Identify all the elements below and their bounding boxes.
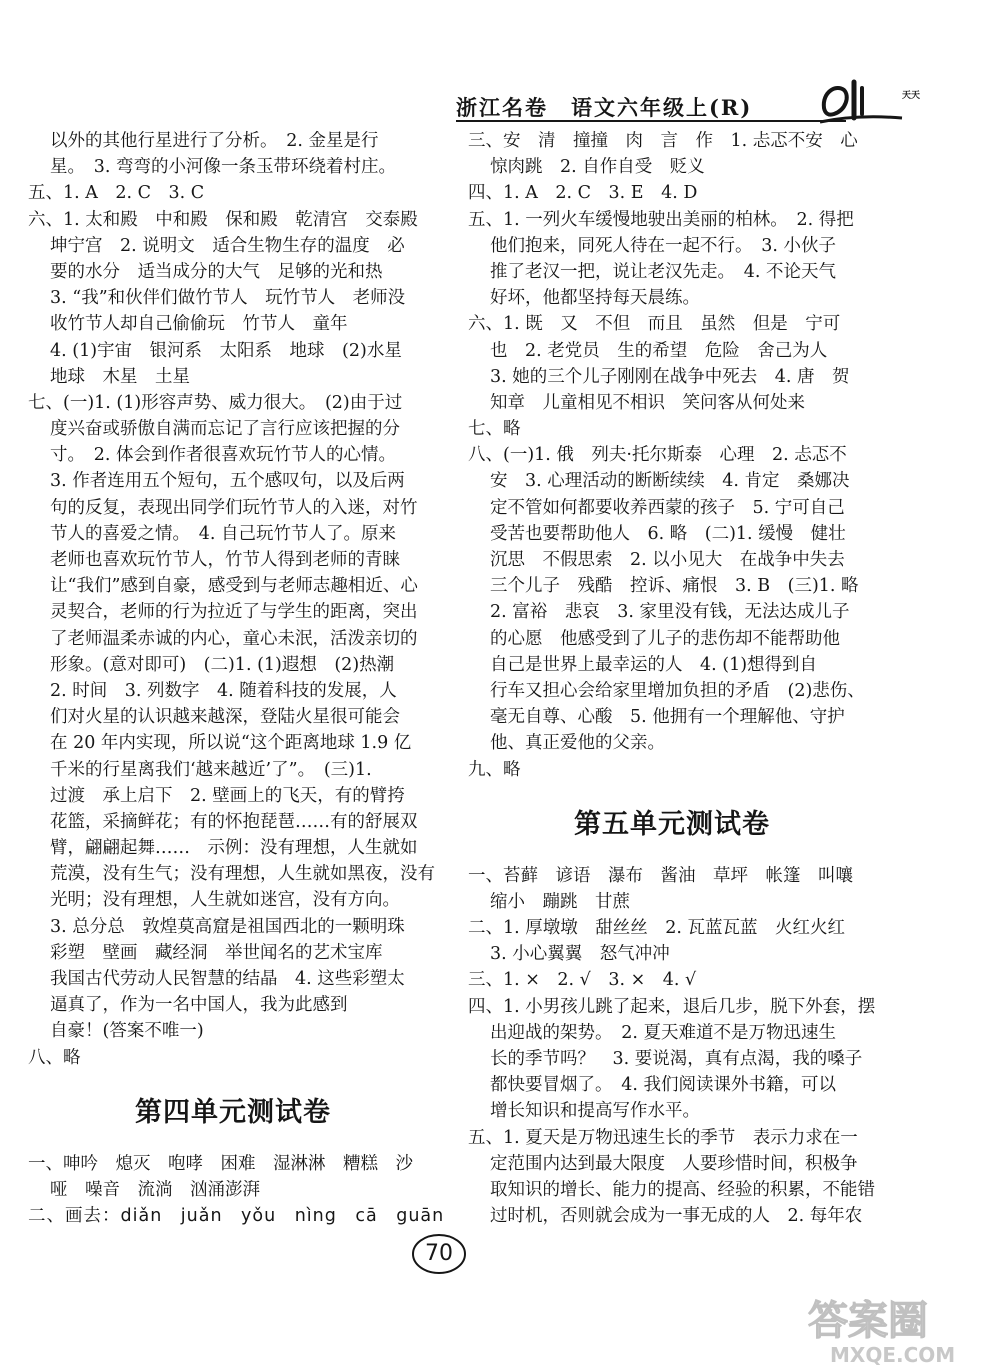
watermark-logo [800, 1290, 990, 1368]
publisher-logo [818, 78, 928, 130]
watermark-text: 答案圈 [808, 1298, 928, 1344]
watermark-url: MXQE.COM [830, 1343, 956, 1367]
logo-text: 天天 [902, 91, 921, 101]
answer-line: 我国古代劳动人民智慧的结晶 4. 这些彩塑太 [50, 969, 405, 989]
answer-line: 花篮，采摘鲜花；有的怀抱琵琶……有的舒展双 [50, 811, 418, 832]
answer-line: 他们抱来，同死人待在一起不行。 3. 小伙子 [490, 235, 837, 256]
answer-line: 3. 她的三个儿子刚刚在战争中死去 4. 唐 贺 [490, 366, 850, 387]
answer-line: 逼真了，作为一名中国人，我为此感到 [50, 995, 348, 1016]
answer-line: 九、略 [468, 759, 521, 780]
answer-line: 灵契合，老师的行为拉近了与学生的距离，突出 [50, 602, 418, 623]
answer-line: 都快要冒烟了。 4. 我们阅读课外书籍，可以 [490, 1075, 837, 1096]
answer-line: 收竹节人却自己偷偷玩 竹节人 童年 [50, 314, 348, 335]
pinyin-answer-line: 二、画去：diǎn juǎn yǒu nìng cā guān [28, 1206, 445, 1227]
answer-line: 五、1. 一列火车缓慢地驶出美丽的柏林。 2. 得把 [468, 209, 854, 230]
answer-line: 3. 小心翼翼 怒气冲冲 [490, 944, 670, 965]
answer-line: 坤宁宫 2. 说明文 适合生物生存的温度 必 [50, 235, 405, 256]
answer-line: 受苦也要帮助他人 6. 略 (二)1. 缓慢 健壮 [490, 523, 846, 544]
answer-line: 光明；没有理想，人生就如迷宫，没有方向。 [50, 890, 400, 911]
answer-line: 星。 3. 弯弯的小河像一条玉带环绕着村庄。 [50, 157, 397, 178]
answer-line: 的心愿 他感受到了儿子的悲伤却不能帮助他 [490, 628, 840, 649]
answer-line: 千米的行星离我们‘越来越近’了”。 (三)1. [50, 759, 372, 780]
answer-line: 出迎战的架势。 2. 夏天难道不是万物迅速生 [490, 1022, 837, 1043]
answer-line: 一、苔藓 谚语 瀑布 酱油 草坪 帐篷 叫嚷 [468, 865, 853, 886]
answer-line: 他、真正爱他的父亲。 [490, 733, 665, 754]
answer-line: 3. “我”和伙伴们做竹节人 玩竹节人 老师没 [50, 288, 406, 309]
answer-line: 定不管如何都要收养西蒙的孩子 5. 宁可自己 [490, 497, 845, 518]
header-rule [456, 120, 846, 122]
answer-line: 知章 儿童相见不相识 笑问客从何处来 [490, 392, 805, 413]
answer-line: 2. 时间 3. 列数字 4. 随着科技的发展，人 [50, 680, 397, 701]
answer-line: 八、(一)1. 俄 列夫·托尔斯泰 心理 2. 忐忑不 [468, 445, 847, 466]
left-column [28, 128, 445, 1229]
answer-line: 地球 木星 土星 [50, 366, 190, 387]
answer-line: 惊肉跳 2. 自作自受 贬义 [490, 157, 705, 178]
page-header [456, 86, 926, 122]
answer-line: 3. 总分总 敦煌莫高窟是祖国西北的一颗明珠 [50, 916, 405, 937]
answer-line: 彩塑 壁画 藏经洞 举世闻名的艺术宝库 [50, 942, 383, 963]
answer-line: 一、呻吟 熄灭 咆哮 困难 湿淋淋 糟糕 沙 [28, 1153, 413, 1174]
answer-line: 自己是世界上最幸运的人 4. (1)想得到自 [490, 654, 818, 675]
section-title-unit4: 第四单元测试卷 [135, 1096, 331, 1128]
book-title: 浙江名卷 语文六年级上(R) [456, 95, 753, 120]
answer-line: 好坏，他都坚持每天晨练。 [490, 288, 700, 309]
answer-line: 也 2. 老党员 生的希望 危险 舍己为人 [490, 340, 828, 361]
answer-line: 四、1. 小男孩儿跳了起来，退后几步，脱下外套，摆 [468, 996, 876, 1017]
answer-line: 五、1. 夏天是万物迅速生长的季节 表示力求在一 [468, 1127, 858, 1148]
answer-line: 过渡 承上启下 2. 壁画上的飞天，有的臂挎 [50, 785, 405, 806]
answer-line: 3. 作者连用五个短句，五个感叹句，以及后两 [50, 471, 405, 492]
answer-line: 度兴奋或骄傲自满而忘记了言行应该把握的分 [50, 419, 400, 440]
right-column [468, 128, 876, 1229]
answer-line: 六、1. 太和殿 中和殿 保和殿 乾清宫 交泰殿 [28, 209, 418, 230]
answer-line: 臂，翩翩起舞…… 示例：没有理想，人生就如 [50, 838, 418, 859]
answer-line: 三个儿子 残酷 控诉、痛恨 3. B (三)1. 略 [490, 576, 859, 597]
answer-line: 毫无自尊、心酸 5. 他拥有一个理解他、守护 [490, 707, 845, 728]
answer-line: 沉思 不假思索 2. 以小见大 在战争中失去 [490, 550, 845, 570]
answer-line: 荒漠，没有生气；没有理想，人生就如黑夜，没有 [50, 864, 435, 885]
answer-line: 要的水分 适当成分的大气 足够的光和热 [50, 261, 383, 282]
answer-line: 4. (1)宇宙 银河系 太阳系 地球 (2)水星 [50, 340, 402, 361]
answer-line: 在 20 年内实现，所以说“这个距离地球 1.9 亿 [50, 733, 412, 754]
section-title-unit5: 第五单元测试卷 [574, 808, 770, 840]
answer-line: 寸。 2. 体会到作者很喜欢玩竹节人的心情。 [50, 445, 397, 466]
answer-line: 取知识的增长、能力的提高、经验的积累，不能错 [490, 1179, 875, 1200]
answer-line: 三、安 清 撞撞 肉 言 作 1. 忐忑不安 心 [468, 131, 858, 151]
answer-line: 老师也喜欢玩竹节人，竹节人得到老师的青睐 [50, 550, 400, 570]
answer-line: 们对火星的认识越来越深，登陆火星很可能会 [50, 707, 400, 728]
answer-line: 哑 噪音 流淌 汹涌澎湃 [50, 1179, 260, 1200]
answer-line: 自豪！(答案不唯一) [50, 1021, 204, 1042]
answer-line: 让“我们”感到自豪，感受到与老师志趣相近、心 [50, 576, 418, 597]
answer-line: 行车又担心会给家里增加负担的矛盾 (2)悲伤、 [490, 680, 865, 701]
answer-line: 节人的喜爱之情。 4. 自己玩竹节人了。原来 [50, 523, 397, 544]
answer-line: 推了老汉一把，说让老汉先走。 4. 不论天气 [490, 261, 837, 282]
answer-line: 过时机，否则就会成为一事无成的人 2. 每年农 [490, 1206, 863, 1227]
page-number [410, 1232, 468, 1276]
answer-line: 二、1. 厚墩墩 甜丝丝 2. 瓦蓝瓦蓝 火红火红 [468, 918, 846, 939]
answer-line: 长的季节吗？ 3. 要说渴，真有点渴，我的嗓子 [490, 1049, 863, 1069]
answer-line: 三、1. × 2. √ 3. × 4. √ [468, 970, 697, 991]
answer-line: 了老师温柔赤诚的内心，童心未泯，活泼亲切的 [50, 628, 418, 649]
answer-line: 安 3. 心理活动的断断续续 4. 肯定 桑娜决 [490, 471, 850, 492]
answer-line: 以外的其他行星进行了分析。 2. 金星是行 [50, 131, 379, 151]
answer-line: 七、略 [468, 419, 521, 440]
answer-line: 形象。(意对即可) (二)1. (1)遐想 (2)热潮 [50, 654, 395, 675]
answer-line: 句的反复，表现出同学们玩竹节人的入迷，对竹 [50, 497, 418, 518]
answer-line: 六、1. 既 又 不但 而且 虽然 但是 宁可 [468, 314, 841, 335]
answer-line: 八、略 [28, 1047, 81, 1068]
answer-line: 定范围内达到最大限度 人要珍惜时间，积极争 [490, 1153, 858, 1174]
answer-line: 2. 富裕 悲哀 3. 家里没有钱，无法达成儿子 [490, 602, 850, 623]
answer-line: 增长知识和提高写作水平。 [490, 1101, 700, 1122]
answer-line: 七、(一)1. (1)形容声势、威力很大。 (2)由于过 [28, 392, 403, 413]
answer-line: 五、1. A 2. C 3. C [28, 183, 205, 204]
answer-line: 四、1. A 2. C 3. E 4. D [468, 183, 698, 204]
page-number-text: 70 [425, 1241, 453, 1266]
answer-line: 缩小 蹦跳 甘蔗 [490, 891, 630, 912]
